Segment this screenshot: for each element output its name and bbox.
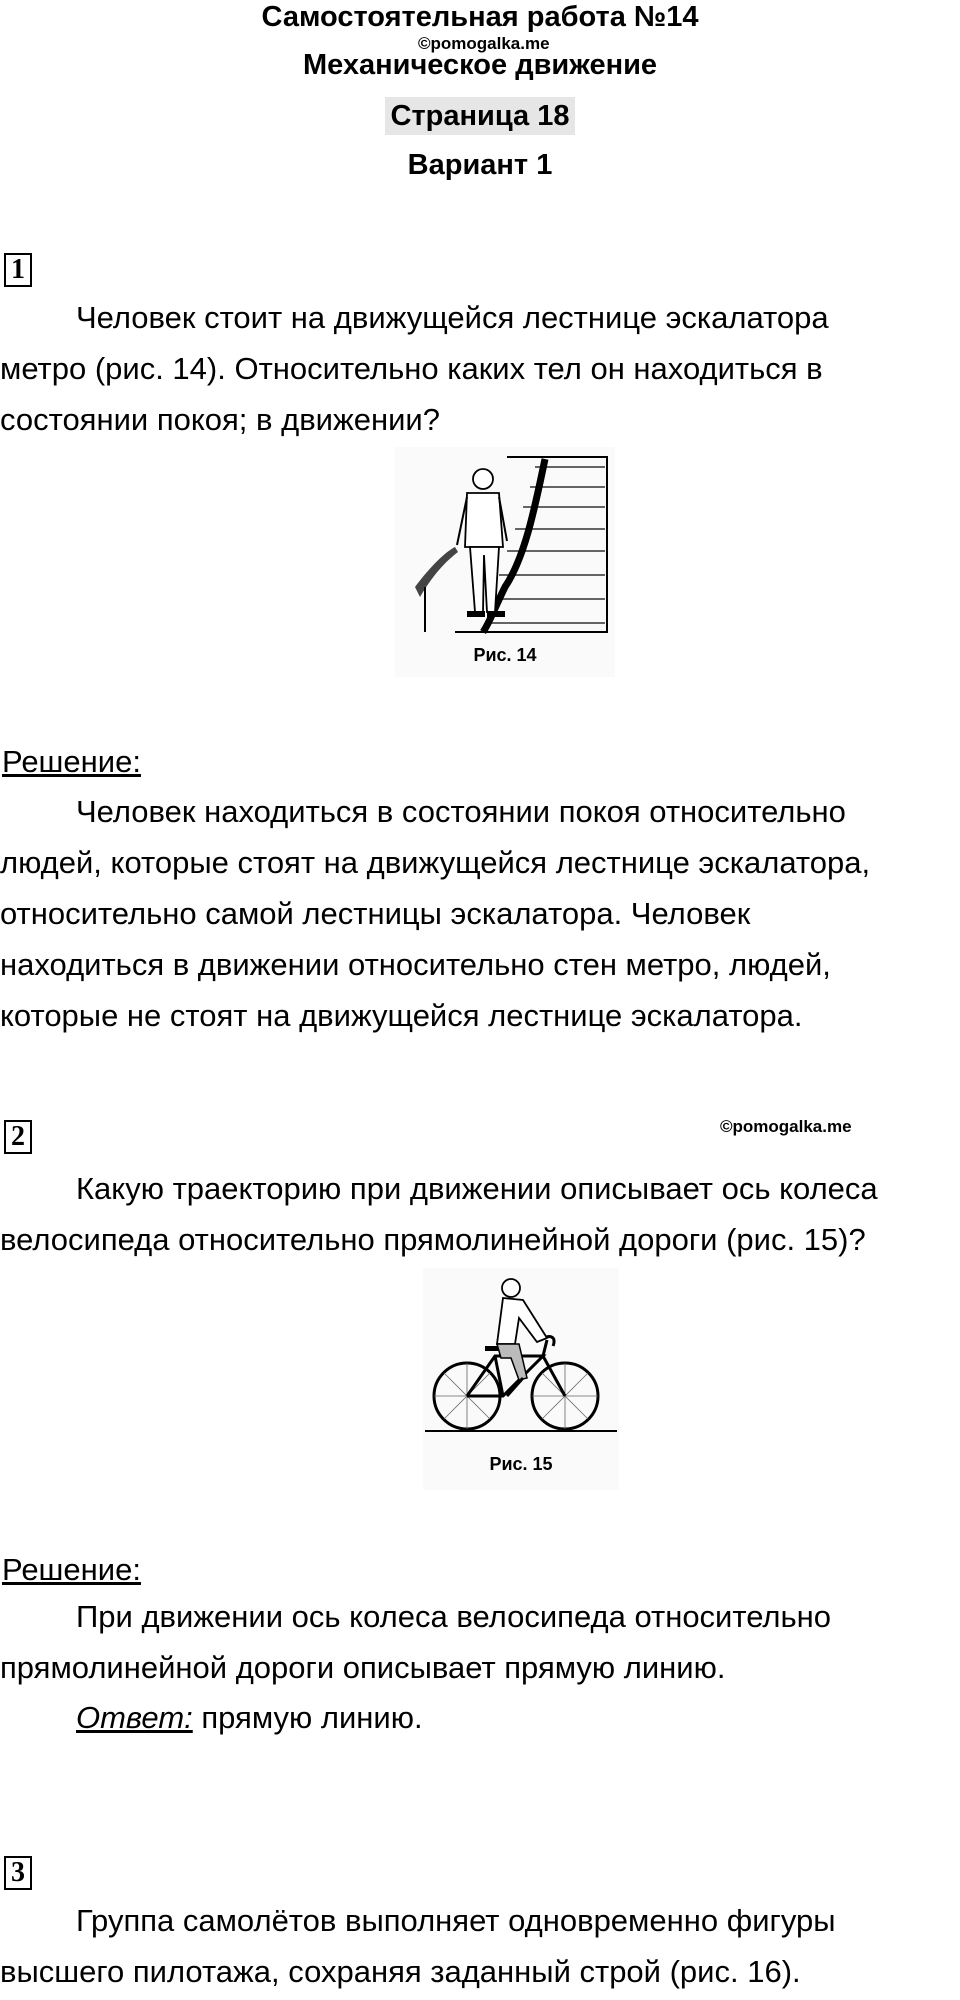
task-1-solution-label: Решение:: [2, 744, 141, 779]
watermark-top: ©pomogalka.me: [418, 34, 550, 53]
task-1-text: Человек стоит на движущейся лестнице эскалатора метро (рис. 14). Относительно каких тел он находиться в состоянии покоя; в движении?: [0, 300, 829, 437]
bicycle-illustration: [423, 1268, 619, 1448]
task-2-answer-line: [76, 1692, 956, 1743]
task-2-text: Какую траекторию при движении описывает ось колеса велосипеда относительно прямолинейной дороги (рис. 15)?: [0, 1171, 878, 1257]
task-number-1: 1: [4, 253, 32, 287]
figure-14-escalator: [395, 447, 615, 677]
task-2-solution: При движении ось колеса велосипеда относительно прямолинейной дороги описывает прямую линию.: [0, 1599, 832, 1685]
task-2-answer-label: Ответ:: [76, 1700, 193, 1735]
task-number-3: 3: [4, 1856, 32, 1890]
task-2-answer: прямую линию.: [192, 1700, 423, 1735]
task-2-solution-label: Решение:: [2, 1552, 141, 1587]
document-subtitle: Механическое движение: [302, 49, 658, 81]
figure-15-bicycle: [423, 1268, 619, 1490]
task-1-solution: Человек находиться в состоянии покоя относительно людей, которые стоят на движущейся лестнице эскалатора, относительно самой лестницы эскалатора. Человек находиться в движении относительно стен метро, людей, которые не стоят на движущейся лестнице эскалатора.: [0, 794, 871, 1033]
variant-label: Вариант 1: [407, 149, 553, 181]
watermark-middle: ©pomogalka.me: [720, 1117, 852, 1136]
figure-15-caption: Рис. 15: [489, 1454, 553, 1474]
page-number-label: [0, 97, 960, 135]
page-number-text: Страница 18: [385, 97, 576, 135]
figure-14-caption: Рис. 14: [473, 645, 537, 665]
task-3-text: Группа самолётов выполняет одновременно фигуры высшего пилотажа, сохраняя заданный строй (рис. 16).: [0, 1903, 836, 1989]
escalator-illustration: [395, 447, 615, 637]
task-number-2: 2: [4, 1120, 32, 1154]
document-title: Самостоятельная работа №14: [261, 1, 699, 33]
